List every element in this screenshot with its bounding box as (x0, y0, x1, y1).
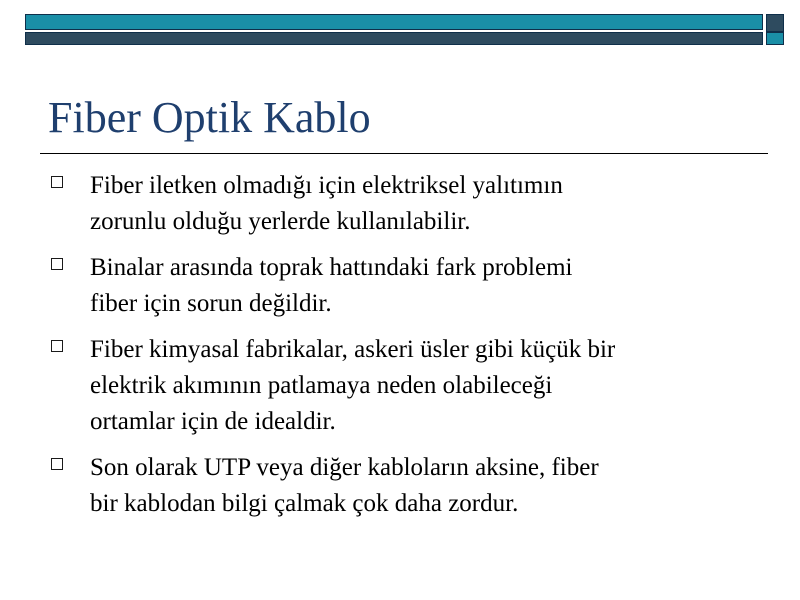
bullet-line: zorunlu olduğu yerlerde kullanılabilir. (90, 208, 471, 235)
hollow-square-bullet-icon (51, 258, 63, 270)
bullet-list (48, 168, 748, 532)
bullet-item (48, 250, 748, 322)
bullet-line: elektrik akımının patlamaya neden olabileceği (90, 372, 553, 399)
header-square-teal (766, 32, 784, 45)
hollow-square-bullet-icon (51, 458, 63, 470)
bullet-line: fiber için sorun değildir. (90, 290, 332, 317)
bullet-item (48, 168, 748, 240)
header-square-dark (766, 14, 784, 32)
hollow-square-bullet-icon (51, 176, 63, 188)
bullet-line: Son olarak UTP veya diğer kabloların aksine, fiber (90, 454, 599, 481)
header-bar-teal (25, 14, 763, 30)
bullet-line: ortamlar için de idealdir. (90, 408, 336, 435)
bullet-line: Binalar arasında toprak hattındaki fark problemi (90, 254, 573, 281)
hollow-square-bullet-icon (51, 340, 63, 352)
slide-title: Fiber Optik Kablo (48, 93, 371, 142)
bullet-item (48, 450, 748, 522)
bullet-line: Fiber kimyasal fabrikalar, askeri üsler gibi küçük bir (90, 336, 616, 363)
bullet-line: Fiber iletken olmadığı için elektriksel yalıtımın (90, 172, 563, 199)
bullet-line: bir kablodan bilgi çalmak çok daha zordur. (90, 490, 519, 517)
header-bar-navy (25, 32, 763, 45)
title-divider (40, 153, 768, 154)
bullet-item (48, 332, 748, 440)
